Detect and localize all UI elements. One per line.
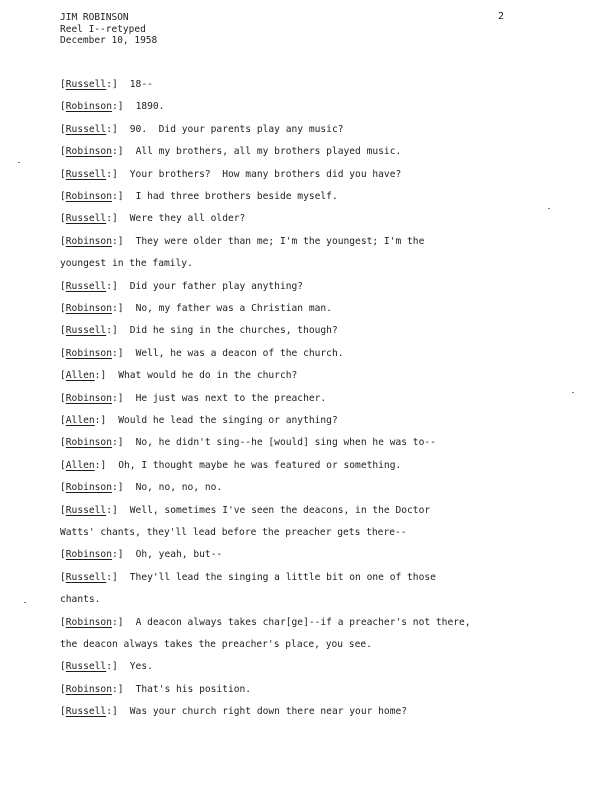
speaker-tag: [Russell:] bbox=[60, 504, 118, 516]
speaker-name: Robinson bbox=[65, 101, 112, 113]
speaker-tag: [Robinson:] bbox=[60, 549, 124, 561]
transcript-continuation-line: chants. bbox=[60, 594, 101, 606]
speaker-name: Russell bbox=[65, 280, 107, 292]
transcript-line bbox=[60, 549, 222, 561]
speaker-name: Russell bbox=[65, 325, 107, 337]
utterance-text: Were they all older? bbox=[129, 213, 246, 225]
transcript-line bbox=[60, 505, 430, 517]
utterance-text: Did your father play anything? bbox=[129, 280, 304, 292]
utterance-text: He just was next to the preacher. bbox=[135, 392, 327, 404]
transcript-line bbox=[60, 79, 153, 91]
speaker-tag: [Robinson:] bbox=[60, 191, 124, 202]
transcript-line bbox=[60, 236, 424, 248]
utterance-text: Oh, yeah, but-- bbox=[135, 549, 223, 561]
speaker-tag: [Robinson:] bbox=[60, 235, 124, 247]
transcript-line bbox=[60, 325, 338, 337]
interview-date: December 10, 1958 bbox=[60, 35, 158, 46]
transcript-continuation-line: the deacon always takes the preacher's place, you see. bbox=[60, 639, 372, 650]
utterance-text: A deacon always takes char[ge]--if a preacher's not there, bbox=[135, 616, 471, 628]
speaker-name: Allen bbox=[65, 459, 95, 471]
transcript-line bbox=[60, 460, 401, 472]
utterance-text: All my brothers, all my brothers played music. bbox=[135, 146, 402, 158]
transcript-line bbox=[60, 706, 407, 718]
speaker-tag: [Russell:] bbox=[60, 168, 118, 180]
transcript-line bbox=[60, 572, 436, 584]
transcript-line bbox=[60, 146, 401, 158]
utterance-text: 1890. bbox=[135, 101, 165, 113]
utterance-text: Did he sing in the churches, though? bbox=[129, 325, 338, 337]
transcript-line bbox=[60, 415, 338, 427]
transcript-line bbox=[60, 124, 344, 136]
speaker-name: Robinson bbox=[65, 437, 112, 449]
utterance-text: They were older than me; I'm the youngest; I'm the bbox=[135, 235, 425, 247]
scan-speck bbox=[548, 208, 550, 209]
speaker-tag: [Robinson:] bbox=[60, 437, 124, 449]
speaker-name: Robinson bbox=[65, 235, 112, 247]
speaker-name: Russell bbox=[65, 661, 107, 673]
speaker-tag: [Russell:] bbox=[60, 661, 118, 673]
speaker-name: Allen bbox=[65, 415, 95, 426]
transcript-line bbox=[60, 213, 245, 225]
utterance-text: I had three brothers beside myself. bbox=[135, 191, 338, 202]
speaker-name: Russell bbox=[65, 571, 107, 583]
utterance-text: No, he didn't sing--he [would] sing when he was to-- bbox=[135, 437, 436, 449]
utterance-text: 18-- bbox=[129, 79, 153, 90]
speaker-tag: [Robinson:] bbox=[60, 303, 124, 314]
speaker-name: Robinson bbox=[65, 146, 112, 158]
speaker-tag: [Robinson:] bbox=[60, 616, 124, 628]
speaker-tag: [Russell:] bbox=[60, 706, 118, 718]
speaker-name: Robinson bbox=[65, 303, 112, 314]
speaker-tag: [Allen:] bbox=[60, 370, 107, 382]
transcript-line bbox=[60, 661, 153, 673]
utterance-text: Your brothers? How many brothers did you have? bbox=[129, 168, 402, 180]
speaker-tag: [Robinson:] bbox=[60, 683, 124, 695]
speaker-name: Robinson bbox=[65, 392, 112, 404]
speaker-name: Russell bbox=[65, 213, 107, 225]
page-header bbox=[60, 12, 157, 47]
interviewee-name: JIM ROBINSON bbox=[60, 12, 129, 23]
speaker-tag: [Robinson:] bbox=[60, 392, 124, 404]
scan-speck bbox=[572, 392, 574, 393]
utterance-text: They'll lead the singing a little bit on one of those bbox=[129, 571, 436, 583]
speaker-tag: [Russell:] bbox=[60, 123, 118, 135]
speaker-tag: [Allen:] bbox=[60, 459, 107, 471]
transcript-line bbox=[60, 393, 326, 405]
utterance-text: Was your church right down there near your home? bbox=[129, 706, 408, 718]
speaker-tag: [Russell:] bbox=[60, 213, 118, 225]
speaker-tag: [Russell:] bbox=[60, 325, 118, 337]
speaker-tag: [Robinson:] bbox=[60, 146, 124, 158]
scan-speck bbox=[24, 602, 26, 603]
transcript-line bbox=[60, 482, 222, 494]
transcript-line bbox=[60, 281, 303, 293]
speaker-tag: [Robinson:] bbox=[60, 347, 124, 359]
transcript-continuation-line: Watts' chants, they'll lead before the preacher gets there-- bbox=[60, 527, 407, 538]
utterance-text: Oh, I thought maybe he was featured or something. bbox=[118, 459, 402, 471]
speaker-name: Robinson bbox=[65, 549, 112, 561]
transcript-line bbox=[60, 684, 251, 696]
speaker-name: Robinson bbox=[65, 191, 112, 202]
utterance-text: 90. Did your parents play any music? bbox=[129, 123, 344, 135]
speaker-tag: [Robinson:] bbox=[60, 101, 124, 113]
reel-label: Reel I--retyped bbox=[60, 23, 146, 35]
transcript-line bbox=[60, 303, 332, 315]
speaker-name: Russell bbox=[65, 79, 107, 90]
speaker-name: Russell bbox=[65, 168, 107, 180]
transcript-line bbox=[60, 348, 344, 360]
transcript-continuation-line: youngest in the family. bbox=[60, 258, 193, 270]
speaker-tag: [Allen:] bbox=[60, 415, 107, 426]
page-number: 2 bbox=[498, 11, 505, 22]
speaker-name: Allen bbox=[65, 370, 95, 382]
speaker-name: Russell bbox=[65, 706, 107, 718]
transcript-line bbox=[60, 617, 471, 629]
speaker-tag: [Russell:] bbox=[60, 280, 118, 292]
speaker-tag: [Russell:] bbox=[60, 571, 118, 583]
scan-speck bbox=[18, 162, 20, 163]
utterance-text: Would he lead the singing or anything? bbox=[118, 415, 338, 426]
utterance-text: Well, he was a deacon of the church. bbox=[135, 347, 344, 359]
transcript-line bbox=[60, 101, 164, 113]
utterance-text: Well, sometimes I've seen the deacons, in the Doctor bbox=[129, 504, 431, 516]
transcript-line bbox=[60, 437, 436, 449]
transcript-line bbox=[60, 370, 297, 382]
transcript-line bbox=[60, 169, 401, 181]
utterance-text: No, my father was a Christian man. bbox=[135, 303, 332, 314]
transcript-line bbox=[60, 191, 338, 203]
speaker-name: Robinson bbox=[65, 482, 112, 494]
speaker-name: Russell bbox=[65, 123, 107, 135]
utterance-text: Yes. bbox=[129, 661, 153, 673]
speaker-name: Robinson bbox=[65, 347, 112, 359]
utterance-text: No, no, no, no. bbox=[135, 482, 223, 494]
speaker-name: Robinson bbox=[65, 683, 112, 695]
speaker-tag: [Russell:] bbox=[60, 79, 118, 90]
speaker-name: Robinson bbox=[65, 616, 112, 628]
speaker-tag: [Robinson:] bbox=[60, 482, 124, 494]
utterance-text: That's his position. bbox=[135, 683, 252, 695]
utterance-text: What would he do in the church? bbox=[118, 370, 298, 382]
speaker-name: Russell bbox=[65, 504, 107, 516]
